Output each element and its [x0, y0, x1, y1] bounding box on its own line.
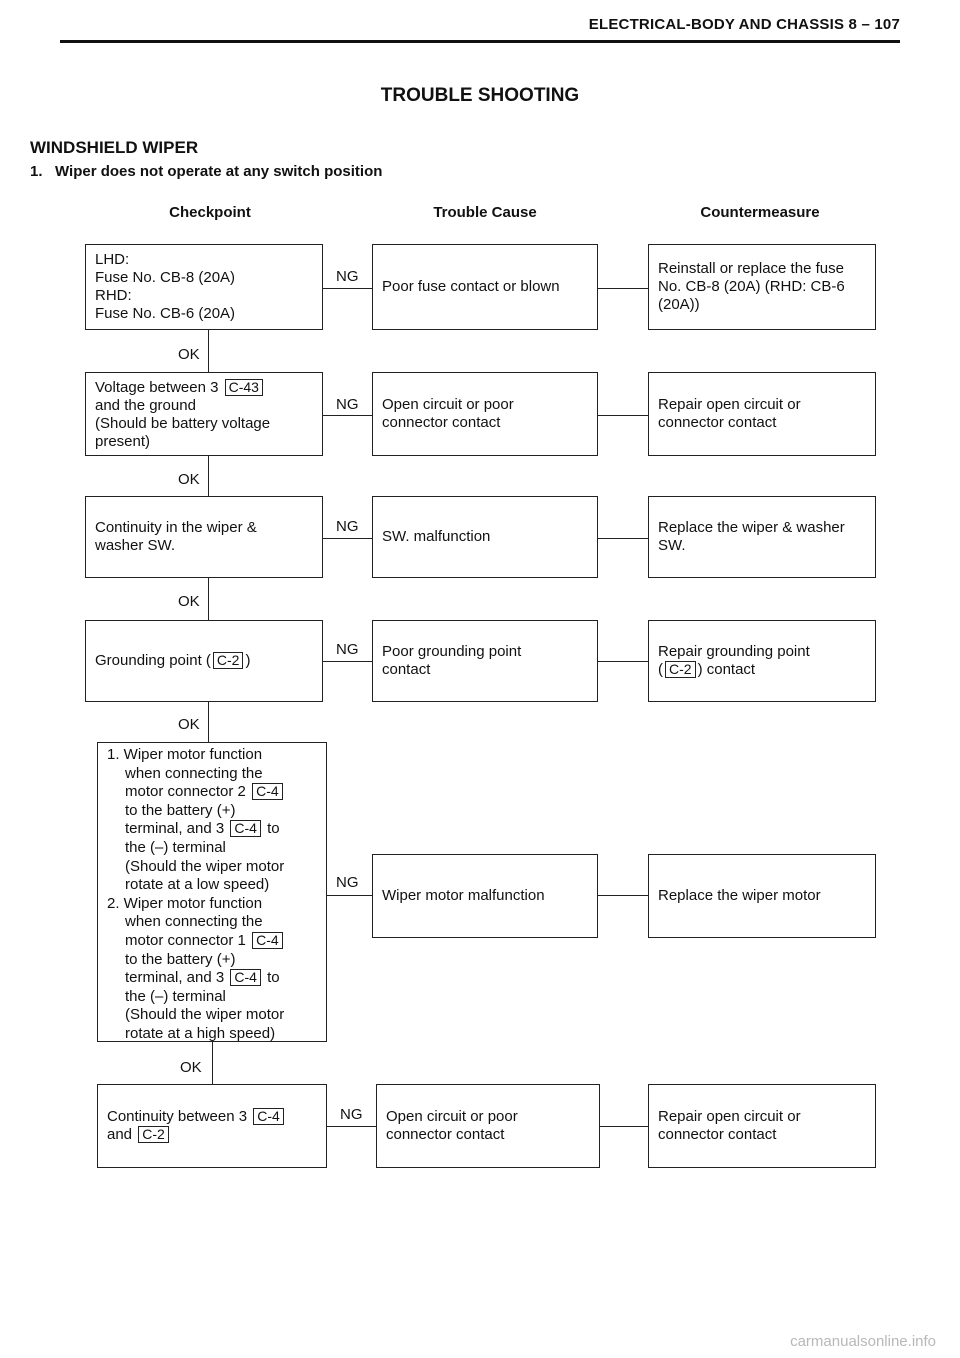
countermeasure-box-continuity [648, 1084, 876, 1168]
ng-label: NG [340, 1106, 363, 1123]
checkpoint-box-continuity-switch [85, 496, 323, 578]
cause-connector-line [600, 1126, 648, 1127]
ok-label: OK [178, 471, 200, 488]
ok-label: OK [178, 716, 200, 733]
ng-label: NG [336, 518, 359, 535]
connector-c2: C-2 [213, 652, 244, 669]
cause-text: Wiper motor malfunction [382, 887, 545, 904]
cause-text: Open circuit or poor connector contact [386, 1108, 518, 1143]
checkpoint-box-grounding [85, 620, 323, 702]
connector-c4: C-4 [252, 783, 283, 800]
ok-flow-line [208, 330, 209, 372]
countermeasure-text: Repair open circuit or connector contact [658, 1108, 801, 1143]
ng-connector-line [323, 661, 372, 662]
ng-connector-line [327, 895, 372, 896]
ng-connector-line [327, 1126, 376, 1127]
checkpoint-box-continuity-c4-c2 [97, 1084, 327, 1168]
connector-c2: C-2 [665, 661, 696, 678]
connector-c43: C-43 [225, 379, 263, 396]
countermeasure-box-fuse [648, 244, 876, 330]
cause-text: Open circuit or poor connector contact [382, 396, 514, 431]
countermeasure-text: Repair open circuit or connector contact [658, 396, 801, 431]
countermeasure-box-wiper-motor [648, 854, 876, 938]
page-header [0, 0, 960, 50]
countermeasure-box-grounding [648, 620, 876, 702]
ok-label: OK [178, 346, 200, 363]
cause-connector-line [598, 538, 648, 539]
ng-connector-line [323, 538, 372, 539]
cause-box-grounding [372, 620, 598, 702]
checkpoint-box-fuse [85, 244, 323, 330]
cause-text: Poor grounding point contact [382, 643, 522, 678]
ok-flow-line [208, 578, 209, 620]
ng-label: NG [336, 641, 359, 658]
cause-box-wiper-motor [372, 854, 598, 938]
ng-connector-line [323, 415, 372, 416]
checkpoint-box-voltage [85, 372, 323, 456]
ng-connector-line [323, 288, 372, 289]
watermark: carmanualsonline.info [790, 1333, 936, 1350]
header-title: ELECTRICAL-BODY AND CHASSIS 8 – 107 [588, 16, 900, 33]
ok-flow-line [212, 1042, 213, 1084]
checkpoint-text: LHD: Fuse No. CB-8 (20A) RHD: Fuse No. CB-6 (20A) [95, 251, 236, 322]
countermeasure-box-switch [648, 496, 876, 578]
cause-box-switch [372, 496, 598, 578]
checkpoint-text: Continuity in the wiper & washer SW. [95, 519, 257, 554]
connector-c4: C-4 [230, 820, 261, 837]
subsection-title: 1. Wiper does not operate at any switch position [30, 163, 383, 180]
cause-box-continuity [376, 1084, 600, 1168]
cause-text: SW. malfunction [382, 528, 491, 545]
checkpoint-box-wiper-motor: 1. Wiper motor function when connecting the motor connector 2 C-4 to the battery (+) terminal, and 3 C-4 to the (–) terminal (Should the wiper motor rotate at a low speed) 2. Wiper motor function when connecting the motor connector 1 C-4 to the battery (+) terminal, and 3 C-4 to the (–) terminal (Should the wiper motor rotate at a high speed) [97, 742, 327, 1042]
ok-flow-line [208, 456, 209, 496]
ng-label: NG [336, 396, 359, 413]
connector-c4: C-4 [253, 1108, 284, 1125]
cause-connector-line [598, 415, 648, 416]
connector-c2: C-2 [138, 1126, 169, 1143]
cause-connector-line [598, 661, 648, 662]
checkpoint-text: Grounding point ( C-2 ) [95, 652, 251, 669]
countermeasure-text: Repair grounding point ( C-2 ) contact [658, 643, 810, 678]
column-header-checkpoint: Checkpoint [169, 204, 251, 221]
ng-label: NG [336, 874, 359, 891]
checkpoint-text: and the ground (Should be battery voltage present) [95, 397, 271, 450]
cause-box-fuse [372, 244, 598, 330]
cause-text: Poor fuse contact or blown [382, 278, 560, 295]
ok-label: OK [178, 593, 200, 610]
column-header-countermeasure: Countermeasure [700, 204, 820, 221]
connector-c4: C-4 [252, 932, 283, 949]
countermeasure-text: Reinstall or replace the fuse No. CB-8 (20A) (RHD: CB-6 (20A)) [658, 260, 845, 313]
ok-label: OK [180, 1059, 202, 1076]
connector-c4: C-4 [230, 969, 261, 986]
ok-flow-line [208, 702, 209, 742]
countermeasure-text: Replace the wiper motor [658, 887, 821, 904]
cause-box-voltage [372, 372, 598, 456]
checkpoint-text-line1: Voltage between 3 C-43 [95, 379, 313, 397]
ng-label: NG [336, 268, 359, 285]
section-title: WINDSHIELD WIPER [30, 138, 199, 157]
countermeasure-box-voltage [648, 372, 876, 456]
countermeasure-text: Replace the wiper & washer SW. [658, 519, 845, 554]
header-rule [60, 40, 900, 43]
checkpoint-text: Continuity between 3 C-4 and C-2 [107, 1108, 286, 1144]
cause-connector-line [598, 288, 648, 289]
cause-connector-line [598, 895, 648, 896]
page-title: TROUBLE SHOOTING [380, 85, 580, 106]
column-header-trouble-cause: Trouble Cause [433, 204, 537, 221]
